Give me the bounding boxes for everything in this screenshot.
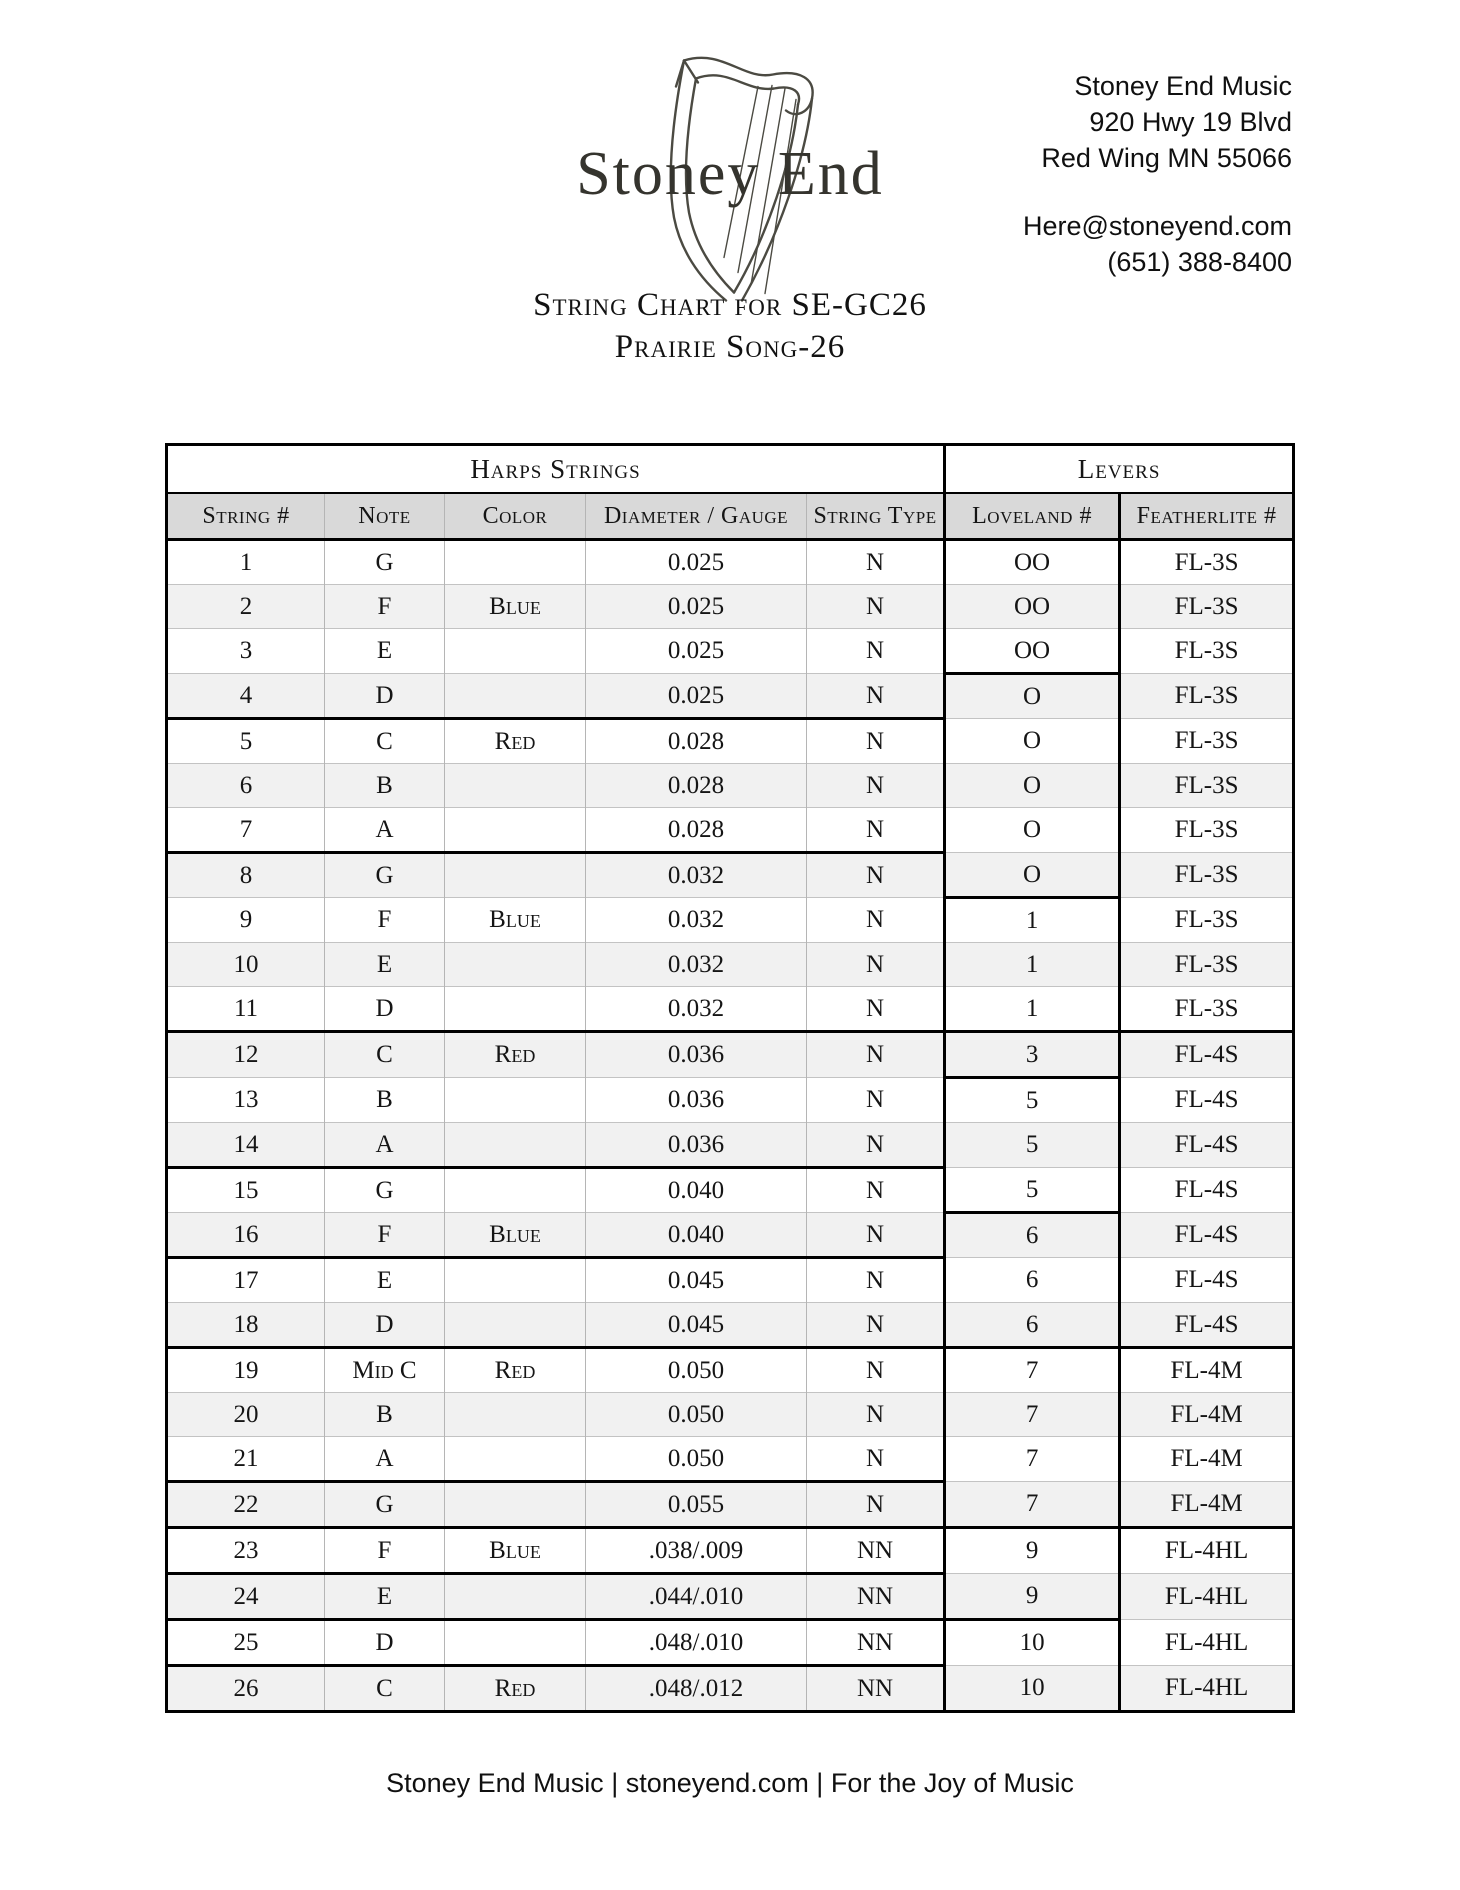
table-row xyxy=(167,1078,1294,1123)
cell-note: B xyxy=(325,1393,445,1437)
table-row xyxy=(167,808,1294,853)
cell-note: G xyxy=(325,1168,445,1213)
cell-string: 8 xyxy=(167,853,325,898)
cell-loveland: O xyxy=(945,674,1120,719)
cell-loveland: 9 xyxy=(945,1574,1120,1620)
cell-featherlite: FL-3S xyxy=(1120,540,1294,585)
cell-color xyxy=(445,1078,586,1123)
title-block xyxy=(0,284,1460,368)
cell-string: 15 xyxy=(167,1168,325,1213)
cell-note: F xyxy=(325,1213,445,1258)
cell-color xyxy=(445,1168,586,1213)
cell-string: 19 xyxy=(167,1348,325,1393)
cell-type: N xyxy=(807,1168,945,1213)
column-header-string-number: String # xyxy=(167,493,325,540)
table-row xyxy=(167,1348,1294,1393)
cell-loveland: OO xyxy=(945,540,1120,585)
cell-note: E xyxy=(325,629,445,674)
cell-type: N xyxy=(807,1123,945,1168)
column-header-loveland-number: Loveland # xyxy=(945,493,1120,540)
cell-string: 22 xyxy=(167,1482,325,1528)
cell-string: 20 xyxy=(167,1393,325,1437)
group-header-levers: Levers xyxy=(945,445,1294,494)
cell-string: 24 xyxy=(167,1574,325,1620)
cell-string: 6 xyxy=(167,764,325,808)
table-row xyxy=(167,674,1294,719)
table-wrap xyxy=(165,443,1295,1713)
cell-featherlite: FL-4HL xyxy=(1120,1528,1294,1574)
cell-type: N xyxy=(807,585,945,629)
table-row xyxy=(167,1482,1294,1528)
table-row xyxy=(167,1528,1294,1574)
cell-featherlite: FL-3S xyxy=(1120,987,1294,1032)
cell-note: E xyxy=(325,1258,445,1303)
chart-title: String Chart for SE-GC26 xyxy=(533,287,927,323)
cell-diameter: 0.036 xyxy=(586,1032,807,1078)
table-row xyxy=(167,1666,1294,1712)
cell-loveland: 5 xyxy=(945,1078,1120,1123)
cell-diameter: 0.032 xyxy=(586,853,807,898)
cell-type: N xyxy=(807,1078,945,1123)
cell-featherlite: FL-4S xyxy=(1120,1032,1294,1078)
cell-type: N xyxy=(807,764,945,808)
table-row xyxy=(167,943,1294,987)
cell-string: 11 xyxy=(167,987,325,1032)
cell-type: N xyxy=(807,1032,945,1078)
cell-diameter: 0.025 xyxy=(586,540,807,585)
cell-featherlite: FL-4M xyxy=(1120,1482,1294,1528)
cell-featherlite: FL-3S xyxy=(1120,585,1294,629)
cell-string: 21 xyxy=(167,1437,325,1482)
cell-featherlite: FL-4M xyxy=(1120,1437,1294,1482)
cell-note: C xyxy=(325,1666,445,1712)
cell-note: E xyxy=(325,1574,445,1620)
column-header-diameter-gauge: Diameter / Gauge xyxy=(586,493,807,540)
cell-color: Blue xyxy=(445,585,586,629)
cell-type: N xyxy=(807,1348,945,1393)
table-row xyxy=(167,585,1294,629)
cell-string: 4 xyxy=(167,674,325,719)
cell-diameter: 0.032 xyxy=(586,987,807,1032)
table-row xyxy=(167,1258,1294,1303)
cell-loveland: 6 xyxy=(945,1303,1120,1348)
cell-diameter: 0.036 xyxy=(586,1078,807,1123)
cell-loveland: OO xyxy=(945,629,1120,674)
group-header-harps-strings: Harps Strings xyxy=(167,445,945,494)
cell-loveland: 9 xyxy=(945,1528,1120,1574)
cell-note: A xyxy=(325,808,445,853)
cell-string: 1 xyxy=(167,540,325,585)
cell-color xyxy=(445,943,586,987)
cell-note: F xyxy=(325,1528,445,1574)
cell-color xyxy=(445,540,586,585)
cell-loveland: 10 xyxy=(945,1666,1120,1712)
cell-note: Mid C xyxy=(325,1348,445,1393)
cell-featherlite: FL-4S xyxy=(1120,1213,1294,1258)
cell-color: Blue xyxy=(445,1528,586,1574)
cell-string: 7 xyxy=(167,808,325,853)
cell-string: 9 xyxy=(167,898,325,943)
cell-color xyxy=(445,764,586,808)
cell-loveland: O xyxy=(945,853,1120,898)
cell-featherlite: FL-4S xyxy=(1120,1078,1294,1123)
cell-featherlite: FL-4S xyxy=(1120,1258,1294,1303)
cell-diameter: .048/.012 xyxy=(586,1666,807,1712)
contact-phone: (651) 388-8400 xyxy=(1107,247,1292,277)
cell-diameter: 0.050 xyxy=(586,1393,807,1437)
cell-note: C xyxy=(325,1032,445,1078)
cell-featherlite: FL-4M xyxy=(1120,1348,1294,1393)
table-row xyxy=(167,1213,1294,1258)
table-column-header-row xyxy=(167,493,1294,540)
logo-text: Stoney End xyxy=(576,140,884,208)
cell-string: 10 xyxy=(167,943,325,987)
cell-featherlite: FL-3S xyxy=(1120,674,1294,719)
cell-note: D xyxy=(325,674,445,719)
table-row xyxy=(167,1123,1294,1168)
cell-note: D xyxy=(325,1620,445,1666)
cell-featherlite: FL-4S xyxy=(1120,1168,1294,1213)
cell-loveland: 6 xyxy=(945,1258,1120,1303)
cell-diameter: 0.025 xyxy=(586,674,807,719)
cell-diameter: 0.028 xyxy=(586,808,807,853)
cell-type: N xyxy=(807,898,945,943)
cell-loveland: 1 xyxy=(945,943,1120,987)
cell-color: Red xyxy=(445,719,586,764)
cell-diameter: .038/.009 xyxy=(586,1528,807,1574)
cell-color xyxy=(445,1393,586,1437)
cell-loveland: 7 xyxy=(945,1437,1120,1482)
cell-type: N xyxy=(807,1258,945,1303)
cell-loveland: 7 xyxy=(945,1482,1120,1528)
cell-note: G xyxy=(325,540,445,585)
cell-type: N xyxy=(807,1213,945,1258)
table-row xyxy=(167,987,1294,1032)
cell-featherlite: FL-3S xyxy=(1120,808,1294,853)
table-row xyxy=(167,719,1294,764)
cell-loveland: O xyxy=(945,719,1120,764)
cell-featherlite: FL-4HL xyxy=(1120,1666,1294,1712)
cell-color xyxy=(445,1574,586,1620)
cell-note: A xyxy=(325,1123,445,1168)
cell-type: N xyxy=(807,1393,945,1437)
cell-color: Blue xyxy=(445,898,586,943)
cell-string: 2 xyxy=(167,585,325,629)
column-header-color: Color xyxy=(445,493,586,540)
cell-loveland: OO xyxy=(945,585,1120,629)
cell-note: B xyxy=(325,1078,445,1123)
cell-diameter: 0.032 xyxy=(586,898,807,943)
cell-color xyxy=(445,629,586,674)
cell-note: B xyxy=(325,764,445,808)
cell-diameter: 0.055 xyxy=(586,1482,807,1528)
cell-note: D xyxy=(325,987,445,1032)
cell-diameter: 0.050 xyxy=(586,1348,807,1393)
cell-type: N xyxy=(807,853,945,898)
cell-note: E xyxy=(325,943,445,987)
contact-spacer xyxy=(1023,176,1292,208)
cell-loveland: O xyxy=(945,808,1120,853)
cell-color xyxy=(445,853,586,898)
cell-diameter: 0.040 xyxy=(586,1213,807,1258)
cell-type: N xyxy=(807,943,945,987)
cell-color: Red xyxy=(445,1032,586,1078)
cell-note: C xyxy=(325,719,445,764)
table-row xyxy=(167,1574,1294,1620)
cell-note: G xyxy=(325,1482,445,1528)
footer-text: Stoney End Music | stoneyend.com | For the Joy of Music xyxy=(386,1768,1074,1798)
cell-type: N xyxy=(807,719,945,764)
cell-color xyxy=(445,1123,586,1168)
cell-string: 12 xyxy=(167,1032,325,1078)
string-table-body xyxy=(167,540,1294,1712)
cell-diameter: 0.040 xyxy=(586,1168,807,1213)
cell-diameter: 0.050 xyxy=(586,1437,807,1482)
table-row xyxy=(167,898,1294,943)
cell-loveland: 1 xyxy=(945,987,1120,1032)
cell-string: 3 xyxy=(167,629,325,674)
cell-type: NN xyxy=(807,1574,945,1620)
cell-loveland: 6 xyxy=(945,1213,1120,1258)
cell-featherlite: FL-4S xyxy=(1120,1303,1294,1348)
cell-loveland: 5 xyxy=(945,1168,1120,1213)
cell-color xyxy=(445,1258,586,1303)
table-row xyxy=(167,1393,1294,1437)
cell-string: 18 xyxy=(167,1303,325,1348)
table-row xyxy=(167,540,1294,585)
column-header-string-type: String Type xyxy=(807,493,945,540)
cell-featherlite: FL-3S xyxy=(1120,943,1294,987)
cell-featherlite: FL-4HL xyxy=(1120,1574,1294,1620)
cell-type: N xyxy=(807,540,945,585)
column-header-featherlite-number: Featherlite # xyxy=(1120,493,1294,540)
cell-diameter: .048/.010 xyxy=(586,1620,807,1666)
cell-loveland: 7 xyxy=(945,1393,1120,1437)
cell-color xyxy=(445,987,586,1032)
table-row xyxy=(167,764,1294,808)
cell-note: F xyxy=(325,585,445,629)
cell-featherlite: FL-3S xyxy=(1120,853,1294,898)
cell-loveland: 3 xyxy=(945,1032,1120,1078)
cell-color xyxy=(445,808,586,853)
cell-diameter: 0.032 xyxy=(586,943,807,987)
cell-loveland: 10 xyxy=(945,1620,1120,1666)
cell-loveland: 1 xyxy=(945,898,1120,943)
cell-type: NN xyxy=(807,1528,945,1574)
cell-diameter: 0.045 xyxy=(586,1303,807,1348)
cell-color xyxy=(445,1620,586,1666)
cell-type: N xyxy=(807,1303,945,1348)
cell-featherlite: FL-3S xyxy=(1120,898,1294,943)
contact-city: Red Wing MN 55066 xyxy=(1041,143,1292,173)
cell-loveland: 5 xyxy=(945,1123,1120,1168)
contact-street: 920 Hwy 19 Blvd xyxy=(1089,107,1292,137)
cell-string: 23 xyxy=(167,1528,325,1574)
cell-featherlite: FL-4M xyxy=(1120,1393,1294,1437)
cell-type: NN xyxy=(807,1620,945,1666)
string-chart-table xyxy=(165,443,1295,1713)
cell-color: Blue xyxy=(445,1213,586,1258)
cell-color xyxy=(445,1303,586,1348)
contact-email: Here@stoneyend.com xyxy=(1022,211,1292,241)
cell-string: 25 xyxy=(167,1620,325,1666)
cell-featherlite: FL-3S xyxy=(1120,719,1294,764)
table-group-header-row xyxy=(167,445,1294,494)
cell-color: Red xyxy=(445,1666,586,1712)
cell-note: A xyxy=(325,1437,445,1482)
cell-type: N xyxy=(807,1482,945,1528)
cell-string: 14 xyxy=(167,1123,325,1168)
cell-string: 13 xyxy=(167,1078,325,1123)
cell-diameter: 0.028 xyxy=(586,719,807,764)
table-row xyxy=(167,1620,1294,1666)
cell-color xyxy=(445,1437,586,1482)
cell-diameter: 0.025 xyxy=(586,629,807,674)
cell-featherlite: FL-4HL xyxy=(1120,1620,1294,1666)
cell-type: N xyxy=(807,808,945,853)
cell-type: NN xyxy=(807,1666,945,1712)
cell-loveland: O xyxy=(945,764,1120,808)
cell-diameter: 0.028 xyxy=(586,764,807,808)
table-row xyxy=(167,853,1294,898)
chart-subtitle: Prairie Song-26 xyxy=(614,329,846,365)
contact-name: Stoney End Music xyxy=(1074,71,1292,101)
cell-featherlite: FL-3S xyxy=(1120,629,1294,674)
contact-block xyxy=(1023,68,1292,280)
cell-diameter: 0.036 xyxy=(586,1123,807,1168)
cell-type: N xyxy=(807,987,945,1032)
cell-type: N xyxy=(807,674,945,719)
cell-note: F xyxy=(325,898,445,943)
table-row xyxy=(167,1437,1294,1482)
cell-string: 16 xyxy=(167,1213,325,1258)
cell-color: Red xyxy=(445,1348,586,1393)
cell-color xyxy=(445,1482,586,1528)
table-row xyxy=(167,1168,1294,1213)
cell-featherlite: FL-4S xyxy=(1120,1123,1294,1168)
table-row xyxy=(167,1032,1294,1078)
cell-color xyxy=(445,674,586,719)
cell-string: 17 xyxy=(167,1258,325,1303)
cell-note: D xyxy=(325,1303,445,1348)
cell-note: G xyxy=(325,853,445,898)
cell-diameter: 0.045 xyxy=(586,1258,807,1303)
table-row xyxy=(167,1303,1294,1348)
table-row xyxy=(167,629,1294,674)
cell-diameter: .044/.010 xyxy=(586,1574,807,1620)
cell-diameter: 0.025 xyxy=(586,585,807,629)
cell-string: 26 xyxy=(167,1666,325,1712)
cell-type: N xyxy=(807,1437,945,1482)
cell-featherlite: FL-3S xyxy=(1120,764,1294,808)
cell-string: 5 xyxy=(167,719,325,764)
column-header-note: Note xyxy=(325,493,445,540)
cell-loveland: 7 xyxy=(945,1348,1120,1393)
cell-type: N xyxy=(807,629,945,674)
